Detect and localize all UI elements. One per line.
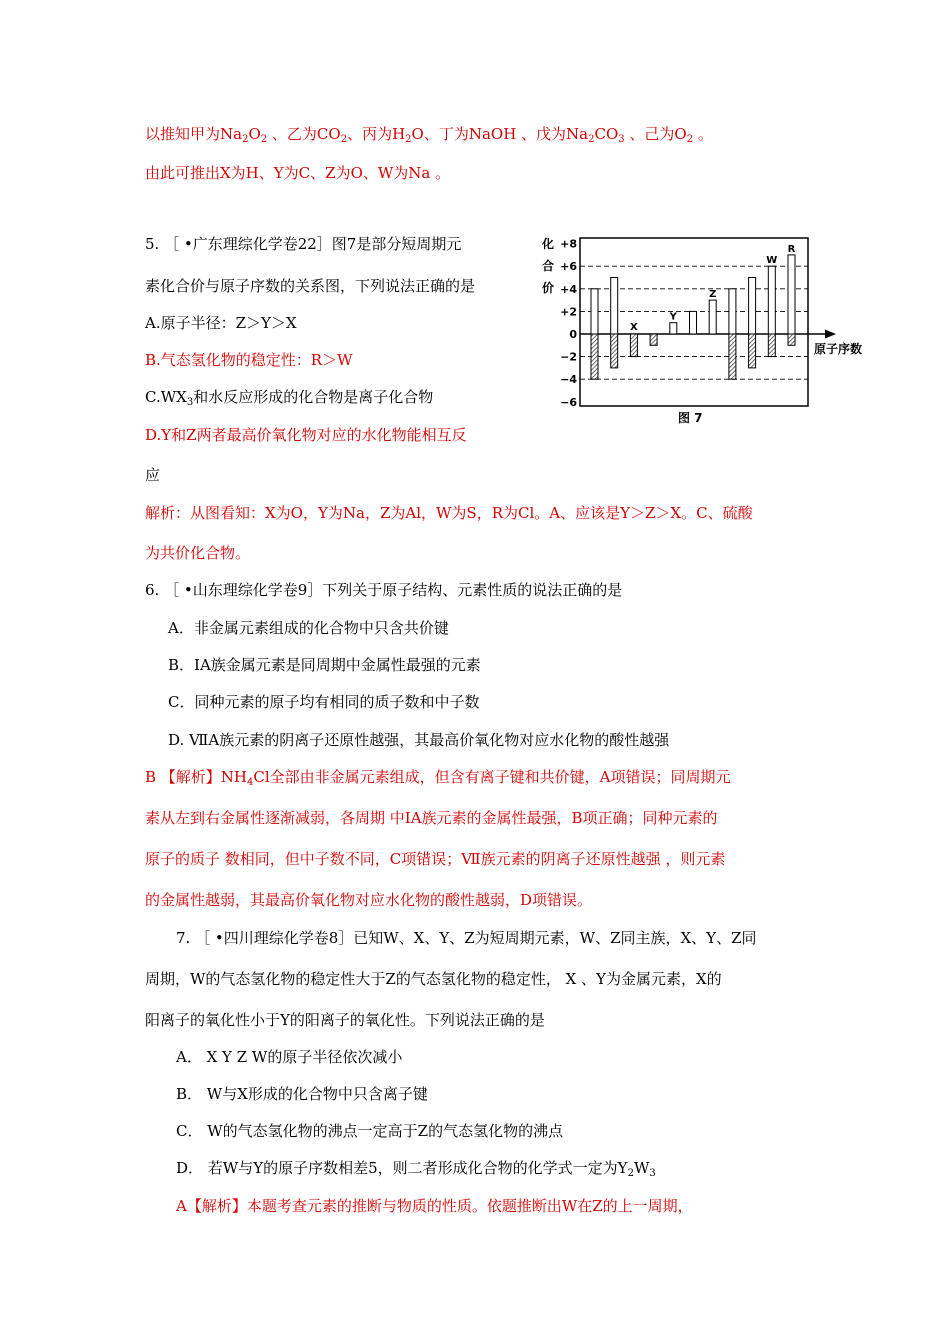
y-tick-label: −2 <box>560 350 577 364</box>
q5-option-a: A.原子半径：Z＞Y＞X <box>145 314 297 332</box>
q5-option-d-cont: 应 <box>145 466 161 484</box>
q6-analysis-1: B 【解析】$NH_4Cl$全部由非金属元素组成，但含有离子键和共价键，A项错误；同周期元 <box>145 768 731 788</box>
bar-label: X <box>630 322 638 333</box>
bar-negative <box>788 334 795 345</box>
bar-positive <box>690 311 697 334</box>
q6-analysis-3: 原子的质子 数相同，但中子数不同，C项错误；Ⅶ族元素的阴离子还原性越强 ，则元素 <box>145 850 726 868</box>
bar-negative <box>749 334 756 368</box>
bar-negative <box>768 334 775 357</box>
y-axis-ticks <box>560 238 577 409</box>
bar-positive <box>591 289 598 334</box>
q5-stem-2: 素化合价与原子序数的关系图，下列说法正确的是 <box>145 277 476 295</box>
y-label-char: 化 <box>542 237 555 251</box>
bar-positive <box>768 266 775 334</box>
q6-stem: 6. ［ •山东理综化学卷9］下列关于原子结构、元素性质的说法正确的是 <box>145 581 623 599</box>
q5-analysis-1: 解析：从图看知：X为O，Y为Na，Z为Al，W为S，R为Cl。A、应该是Y＞Z＞X。C、硫酸 <box>145 504 753 522</box>
intro-line-1: 以推知甲为$Na_2O_2$ 、乙为$CO_2$、丙为$H_2O$、丁为NaOH 、戊为$Na_2CO_3$ 、己为$O_2$ 。 <box>145 125 713 145</box>
q6-analysis-4: 的金属性越弱，其最高价氧化物对应水化物的酸性越弱，D项错误。 <box>145 891 593 909</box>
q5-option-d: D.Y和Z两者最高价氧化物对应的水化物能相互反 <box>145 426 467 444</box>
q6-option-b: B．IA族金属元素是同周期中金属性最强的元素 <box>168 656 481 674</box>
bar-positive <box>611 278 618 335</box>
q7-option-b: B． W与X形成的化合物中只含离子键 <box>176 1085 428 1103</box>
y-tick-label: +4 <box>560 282 577 296</box>
q7-option-c: C． W的气态氢化物的沸点一定高于Z的气态氢化物的沸点 <box>176 1122 564 1140</box>
q5-stem-1: 5. ［ •广东理综化学卷22］图7是部分短周期元 <box>145 235 462 253</box>
q6-option-d: D. ⅦA族元素的阴离子还原性越强，其最高价氧化物对应水化物的酸性越强 <box>168 731 670 749</box>
q7-option-a: A． X Y Z W的原子半径依次减小 <box>176 1048 403 1066</box>
q7-stem-2: 周期，W的气态氢化物的稳定性大于Z的气态氢化物的稳定性， X 、Y为金属元素，X的 <box>145 970 722 988</box>
q5-option-b <box>145 350 353 370</box>
y-label-char: 合 <box>542 259 555 273</box>
bar-label: Z <box>709 289 717 301</box>
bar-label: R <box>787 243 796 255</box>
bar-negative <box>729 334 736 379</box>
y-tick-label: +2 <box>560 305 577 319</box>
y-tick-label: −4 <box>560 373 577 387</box>
bar-negative <box>630 334 637 357</box>
q7-analysis: A【解析】本题考查元素的推断与物质的性质。依题推断出W在Z的上一周期， <box>176 1197 693 1215</box>
bar-negative <box>611 334 618 368</box>
bar-negative <box>650 334 657 345</box>
x-axis-label: 原子序数 <box>814 342 863 356</box>
bar-positive <box>729 289 736 334</box>
x-axis-arrow <box>825 330 836 339</box>
q5-analysis-2: 为共价化合物。 <box>145 544 251 562</box>
y-tick-label: +8 <box>560 237 577 251</box>
bar-positive <box>749 278 756 335</box>
bar-positive <box>709 300 716 334</box>
intro-line-2: 由此可推出X为H、Y为C、Z为O、W为Na 。 <box>145 164 451 182</box>
figure-7-chart <box>538 232 878 432</box>
bar-positive <box>670 323 677 334</box>
y-tick-label: −6 <box>560 395 577 409</box>
q6-option-c: C．同种元素的原子均有相同的质子数和中子数 <box>168 693 480 711</box>
q5-option-c: $C.WX_3$和水反应形成的化合物是离子化合物 <box>145 388 434 408</box>
q6-option-a: A．非金属元素组成的化合物中只含共价键 <box>168 619 449 637</box>
y-label-char: 价 <box>542 281 555 295</box>
q7-stem-1: 7. ［ •四川理综化学卷8］已知W、X、Y、Z为短周期元素，W、Z同主族，X、Y、Z同 <box>176 929 757 947</box>
y-tick-label: 0 <box>569 328 577 341</box>
bar-label: W <box>766 255 778 267</box>
y-axis-label <box>541 236 554 295</box>
bar-positive <box>788 255 795 334</box>
bar-label: Y <box>669 311 677 323</box>
q5-option-b-text: B.气态氢化物的稳定性：R＞W <box>145 351 353 369</box>
bar-negative <box>591 334 598 379</box>
y-tick-label: +6 <box>560 260 577 274</box>
q7-stem-3: 阳离子的氧化性小于Y的阳离子的氧化性。下列说法正确的是 <box>145 1011 545 1029</box>
chart-title: 图 7 <box>678 411 703 425</box>
q6-analysis-2: 素从左到右金属性逐渐减弱，各周期 中ⅠA族元素的金属性最强，B项正确；同种元素的 <box>145 809 718 827</box>
q7-option-d: D． 若W与Y的原子序数相差5，则二者形成化合物的化学式一定为$Y_2W_3$ <box>176 1159 656 1179</box>
